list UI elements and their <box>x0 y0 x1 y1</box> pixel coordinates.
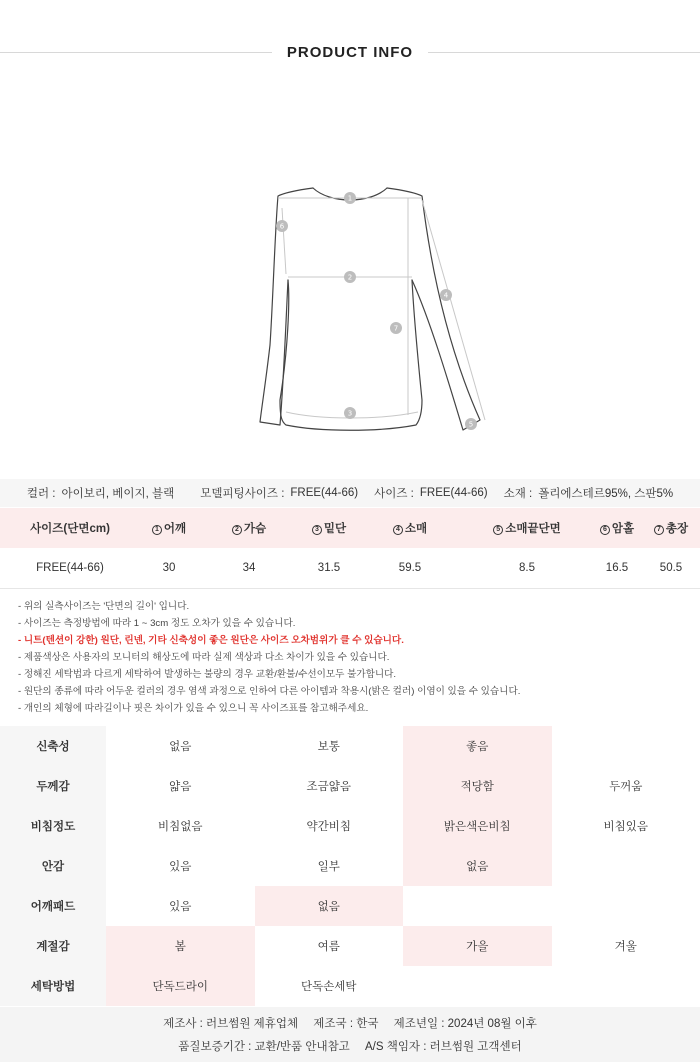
attr-option: 일부 <box>255 846 404 886</box>
attr-option <box>552 846 700 886</box>
attr-option <box>552 726 700 766</box>
attr-option: 단독손세탁 <box>255 966 404 1006</box>
size-cell: 31.5 <box>300 548 358 588</box>
size-value: FREE(44-66) <box>419 487 488 499</box>
attr-option-selected: 없음 <box>403 846 552 886</box>
attr-row-stretch <box>0 726 700 766</box>
footer-row-1 <box>0 1015 700 1031</box>
size-header-sleeve: 4 소매 <box>358 508 462 548</box>
attr-row-lining <box>0 846 700 886</box>
attr-option <box>403 886 552 926</box>
attr-option: 보통 <box>255 726 404 766</box>
attr-row-washing <box>0 966 700 1006</box>
attr-row-season <box>0 926 700 966</box>
attr-option-selected: 밝은색은비침 <box>403 806 552 846</box>
attr-option: 두꺼움 <box>552 766 700 806</box>
size-header-unit: 사이즈(단면cm) <box>0 508 140 548</box>
size-label: 사이즈 : <box>374 488 414 500</box>
attr-label: 계절감 <box>0 926 106 966</box>
top-outline-illustration <box>180 150 520 450</box>
attr-row-thickness <box>0 766 700 806</box>
attr-label: 두께감 <box>0 766 106 806</box>
note-line: - 사이즈는 측정방법에 따라 1 ~ 3cm 정도 오차가 있을 수 있습니다. <box>18 618 296 629</box>
size-header-chest: 2 가슴 <box>198 508 300 548</box>
size-notes <box>18 598 688 717</box>
as-contact: A/S 책임자 : 러브썸원 고객센터 <box>364 1041 522 1053</box>
note-warning: - 니트(텐션이 강한) 원단, 린넨, 기타 신축성이 좋은 원단은 사이즈 오차범위가 클 수 있습니다. <box>18 635 404 646</box>
attr-option: 얇음 <box>106 766 255 806</box>
size-header-length: 7 총장 <box>642 508 700 548</box>
size-header-armhole: 6 암홀 <box>592 508 642 548</box>
garment-measurement-diagram <box>180 150 520 450</box>
attr-option-selected: 적당함 <box>403 766 552 806</box>
size-cell: 34 <box>198 548 300 588</box>
size-cell: 50.5 <box>642 548 700 588</box>
attr-option: 여름 <box>255 926 404 966</box>
marker-3-label: 3 <box>347 409 353 418</box>
attr-label: 비침정도 <box>0 806 106 846</box>
attr-option <box>403 966 552 1006</box>
attr-label: 신축성 <box>0 726 106 766</box>
attr-option: 없음 <box>106 726 255 766</box>
size-cell: 8.5 <box>462 548 592 588</box>
table-row <box>0 548 700 588</box>
footer-row-2 <box>0 1038 700 1054</box>
marker-7-label: 7 <box>393 324 399 333</box>
color-value: 아이보리, 베이지, 블랙 <box>61 488 175 500</box>
marker-1-label: 1 <box>347 194 353 203</box>
divider-right <box>428 52 700 53</box>
attr-option: 겨울 <box>552 926 700 966</box>
size-cell: 16.5 <box>592 548 642 588</box>
marker-2-label: 2 <box>347 273 353 282</box>
attr-option-selected: 가을 <box>403 926 552 966</box>
section-title: PRODUCT INFO <box>286 44 414 61</box>
attr-option: 비침있음 <box>552 806 700 846</box>
note-line: - 개인의 체형에 따라길이나 핏은 차이가 있을 수 있으니 꼭 사이즈표를 참고해주세요. <box>18 703 369 714</box>
size-table-header <box>0 508 700 548</box>
marker-6-label: 6 <box>279 222 285 231</box>
attr-label: 어깨패드 <box>0 886 106 926</box>
marker-5-label: 5 <box>468 420 474 429</box>
attr-option-selected: 봄 <box>106 926 255 966</box>
attr-option <box>552 966 700 1006</box>
manufacturer: 제조사 : 러브썸원 제휴업체 <box>163 1018 299 1030</box>
section-header <box>0 36 700 68</box>
model-fitting-label: 모델피팅사이즈 : <box>200 488 285 500</box>
attr-option: 있음 <box>106 846 255 886</box>
size-cell: FREE(44-66) <box>0 548 140 588</box>
attr-option-selected: 없음 <box>255 886 404 926</box>
note-line: - 제품색상은 사용자의 모니터의 해상도에 따라 실제 색상과 다소 차이가 있을 수 있습니다. <box>18 652 390 663</box>
attr-row-sheerness <box>0 806 700 846</box>
size-header-shoulder: 1 어깨 <box>140 508 198 548</box>
note-line: - 위의 실측사이즈는 '단면의 길이' 입니다. <box>18 601 190 612</box>
fabric-attribute-table <box>0 726 700 1006</box>
marker-4-label: 4 <box>443 291 449 300</box>
attr-option: 있음 <box>106 886 255 926</box>
warranty-period: 품질보증기간 : 교환/반품 안내참고 <box>178 1041 350 1053</box>
attr-option: 비침없음 <box>106 806 255 846</box>
attr-option <box>552 886 700 926</box>
manufacturer-info <box>0 1007 700 1062</box>
product-spec-summary <box>0 479 700 507</box>
size-header-cuff: 5 소매끝단면 <box>462 508 592 548</box>
color-label: 컬러 : <box>26 488 56 500</box>
attr-option: 약간비침 <box>255 806 404 846</box>
manufacture-date: 제조년일 : 2024년 08월 이후 <box>393 1018 537 1030</box>
attr-option-selected: 좋음 <box>403 726 552 766</box>
material-value: 폴리에스테르95%, 스판5% <box>538 488 674 500</box>
note-line: - 정해진 세탁법과 다르게 세탁하여 발생하는 불량의 경우 교환/환불/수선이모두 불가합니다. <box>18 669 397 680</box>
note-line: - 원단의 종류에 따라 어두운 컬러의 경우 염색 과정으로 인하여 다른 아이템과 착용시(밝은 컬러) 이염이 있을 수 있습니다. <box>18 686 521 697</box>
model-fitting-value: FREE(44-66) <box>290 487 359 499</box>
size-header-hem: 3 밑단 <box>300 508 358 548</box>
attr-label: 안감 <box>0 846 106 886</box>
attr-label: 세탁방법 <box>0 966 106 1006</box>
attr-row-shoulder-pad <box>0 886 700 926</box>
country-of-origin: 제조국 : 한국 <box>313 1018 379 1030</box>
attr-option: 조금얇음 <box>255 766 404 806</box>
material-label: 소재 : <box>503 488 533 500</box>
size-cell: 59.5 <box>358 548 462 588</box>
size-table <box>0 508 700 589</box>
attr-option-selected: 단독드라이 <box>106 966 255 1006</box>
size-cell: 30 <box>140 548 198 588</box>
